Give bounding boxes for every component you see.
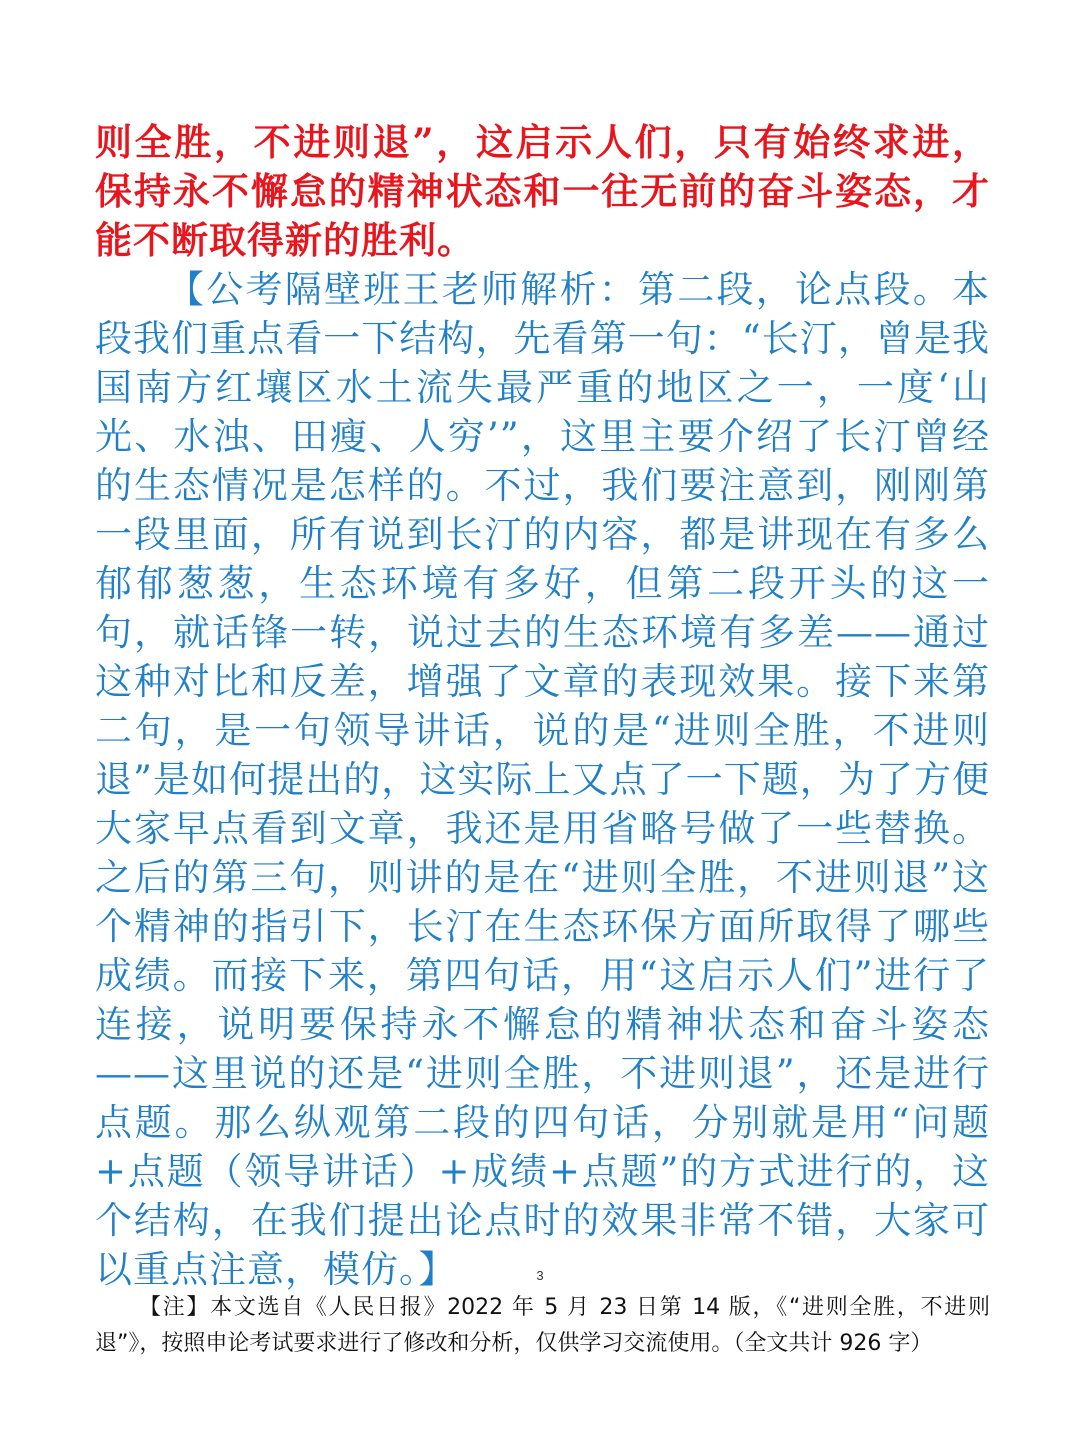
page-number: 3 — [536, 1268, 544, 1283]
footnote: 【注】本文选自《人民日报》2022 年 5 月 23 日第 14 版，《“进则全胜，不进则退”》，按照申论考试要求进行了修改和分析，仅供学习交流使用。（全文共计 926 字） — [95, 1295, 990, 1356]
main-content — [95, 118, 990, 1294]
analysis-paragraph: 【公考隔壁班王老师解析：第二段，论点段。本段我们重点看一下结构，先看第一句：“长汀，曾是我国南方红壤区水土流失最严重的地区之一，一度‘山光、水浊、田瘦、人穷’”，这里主要介绍了长汀曾经的生态情况是怎样的。不过，我们要注意到，刚刚第一段里面，所有说到长汀的内容，都是讲现在有多么郁郁葱葱，生态环境有多好，但第二段开头的这一句，就话锋一转，说过去的生态环境有多差——通过这种对比和反差，增强了文章的表现效果。接下来第二句，是一句领导讲话，说的是“进则全胜，不进则退”是如何提出的，这实际上又点了一下题，为了方便大家早点看到文章，我还是用省略号做了一些替换。之后的第三句，则讲的是在“进则全胜，不进则退”这个精神的指引下，长汀在生态环保方面所取得了哪些成绩。而接下来，第四句话，用“这启示人们”进行了连接，说明要保持永不懈怠的精神状态和奋斗姿态——这里说的还是“进则全胜，不进则退”，还是进行点题。那么纵观第二段的四句话，分别就是用“问题+点题（领导讲话）+成绩+点题”的方式进行的，这个结构，在我们提出论点时的效果非常不错，大家可以重点注意，模仿。】 — [95, 268, 990, 1291]
highlighted-paragraph: 则全胜，不进则退”，这启示人们，只有始终求进，保持永不懈怠的精神状态和一往无前的奋斗姿态，才能不断取得新的胜利。 — [95, 120, 990, 262]
